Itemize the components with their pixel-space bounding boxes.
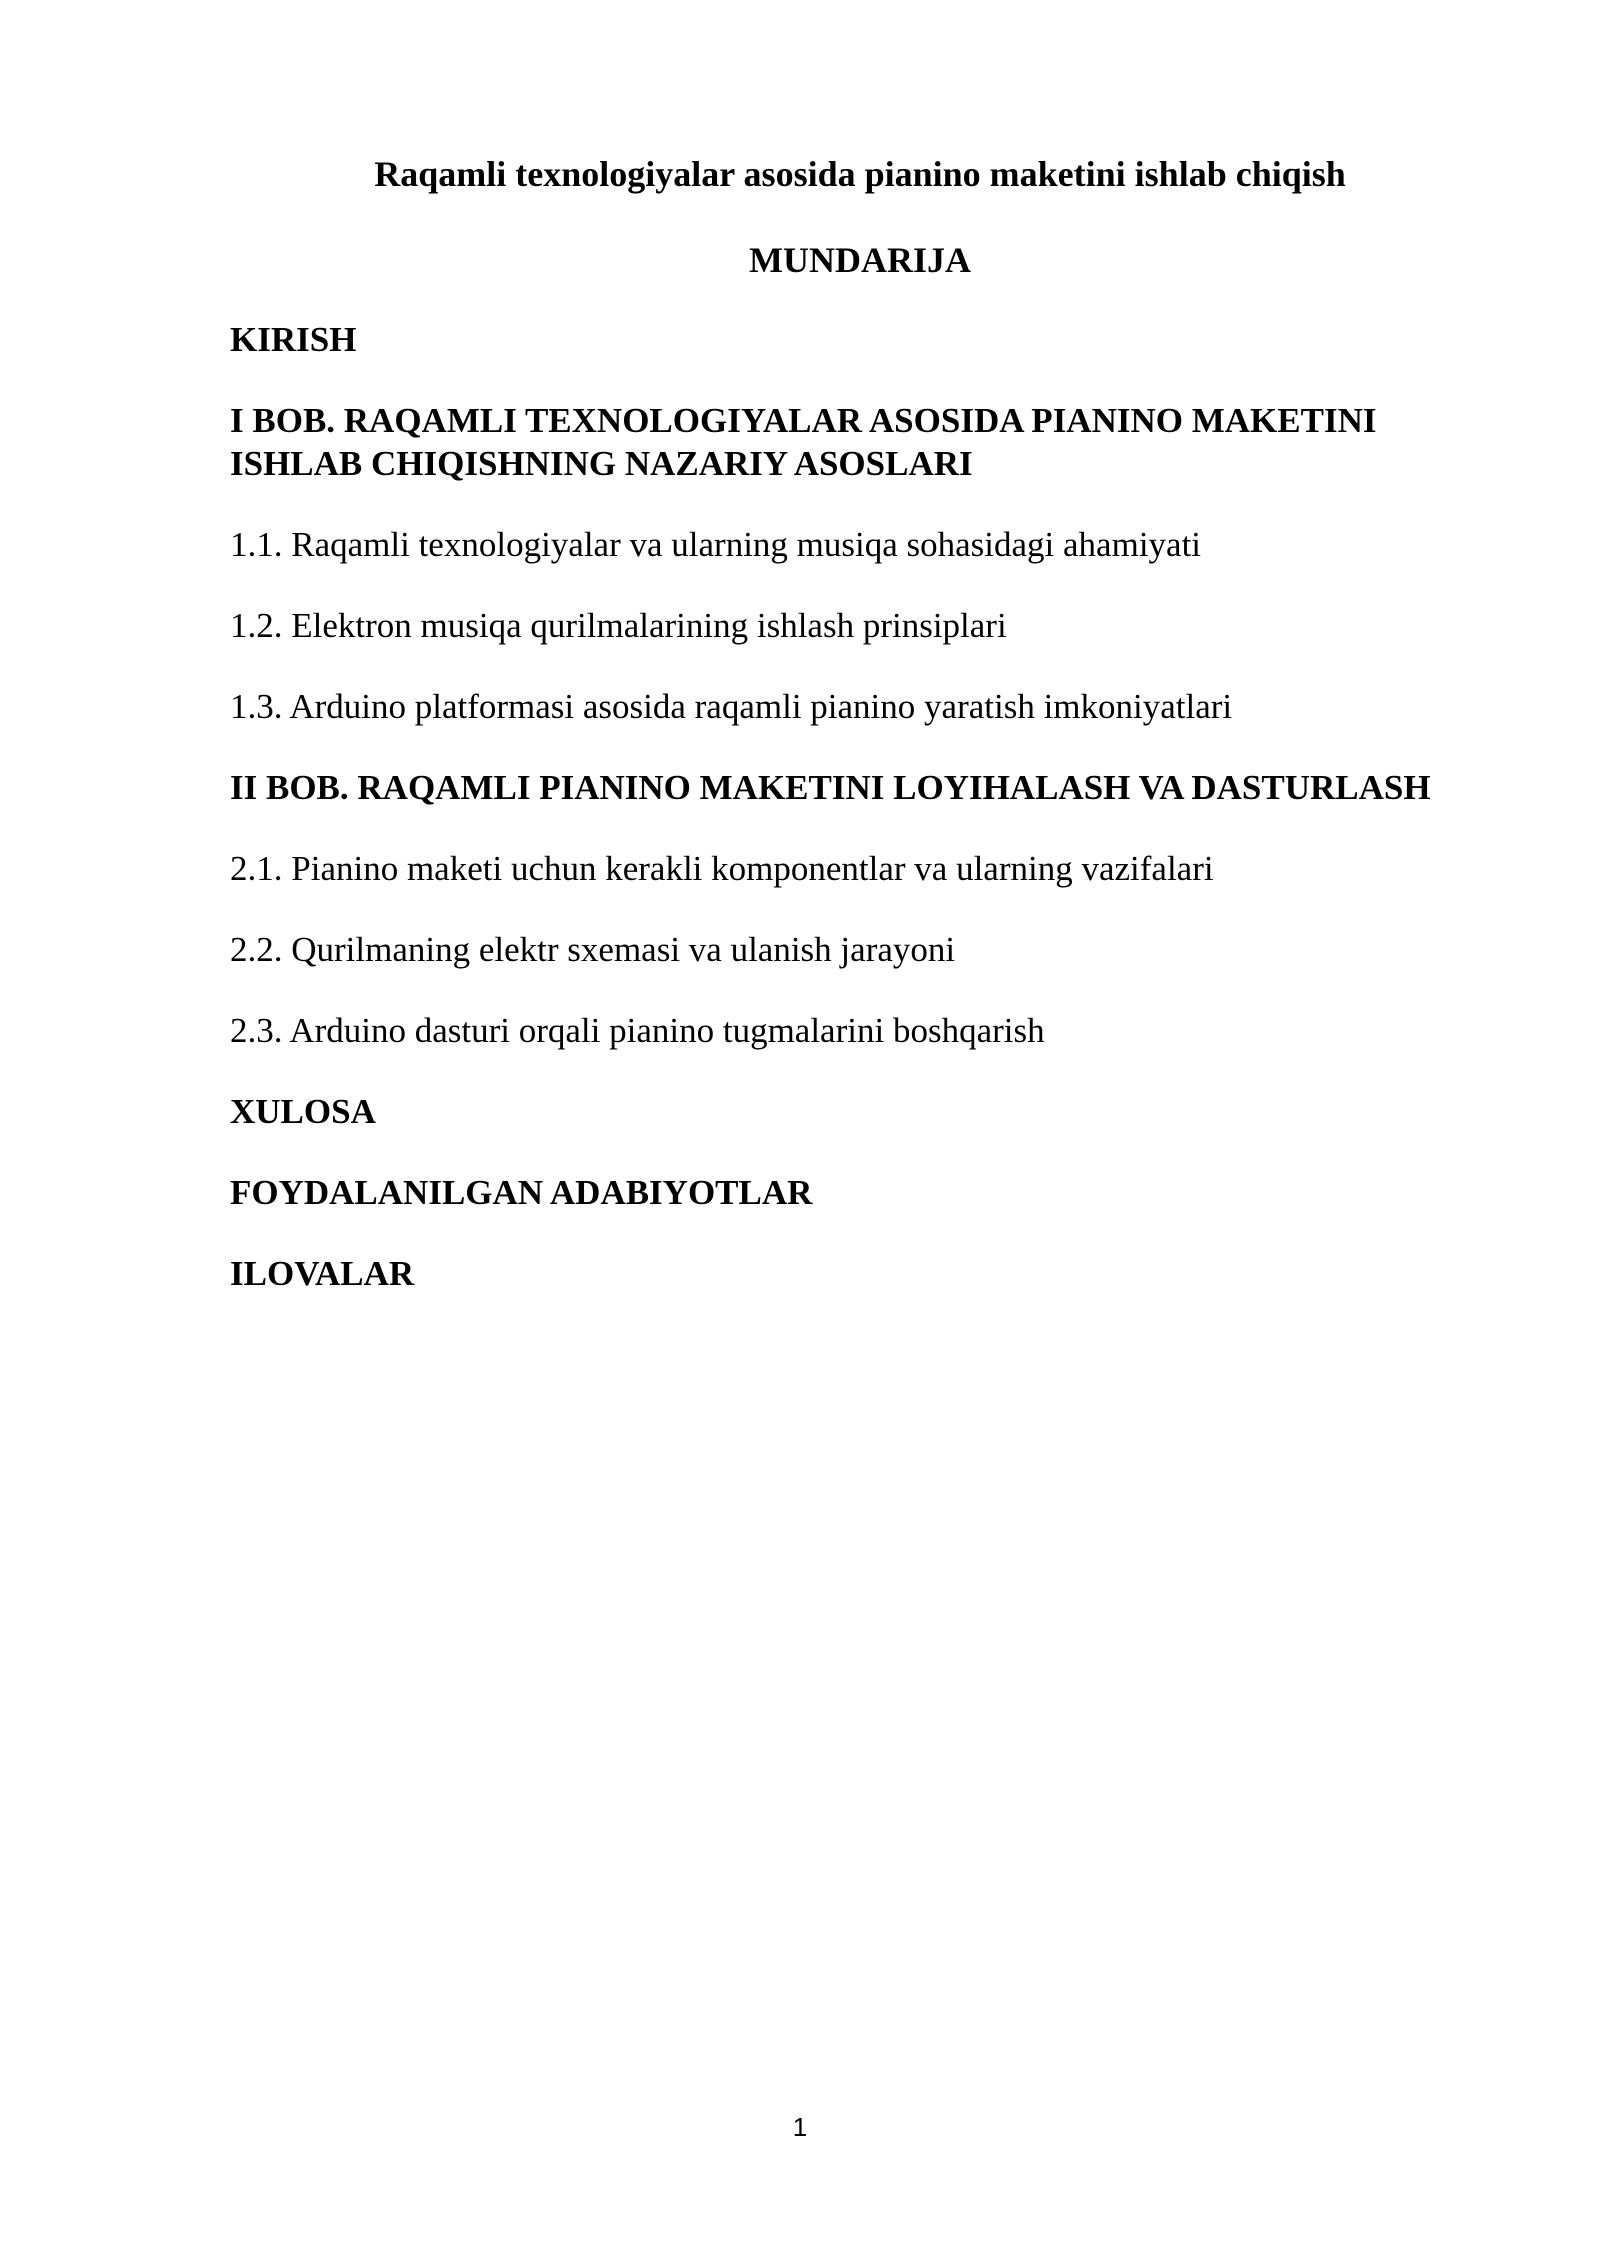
toc-entry-xulosa: XULOSA	[230, 1092, 376, 1131]
toc-entry-adabiyotlar: FOYDALANILGAN ADABIYOTLAR	[230, 1173, 813, 1212]
toc-entry-section-2-2: 2.2. Qurilmaning elektr sxemasi va ulanish jarayoni	[230, 930, 956, 969]
toc-entry-section-2-1: 2.1. Pianino maketi uchun kerakli komponentlar va ularning vazifalari	[230, 849, 1214, 888]
toc-entry-chapter-2: II BOB. RAQAMLI PIANINO MAKETINI LOYIHALASH VA DASTURLASH	[230, 768, 1431, 807]
toc-entry-section-1-1: 1.1. Raqamli texnologiyalar va ularning musiqa sohasidagi ahamiyati	[230, 525, 1202, 564]
toc-entry-kirish: KIRISH	[230, 320, 357, 359]
page-number: 1	[792, 2112, 808, 2142]
document-title: Raqamli texnologiyalar asosida pianino maketini ishlab chiqish	[374, 154, 1346, 194]
toc-heading: MUNDARIJA	[749, 240, 971, 280]
toc-entry-section-1-2: 1.2. Elektron musiqa qurilmalarining ishlash prinsiplari	[230, 606, 1007, 645]
toc-entry-section-1-3: 1.3. Arduino platformasi asosida raqamli pianino yaratish imkoniyatlari	[230, 687, 1233, 726]
toc-entry-chapter-1: I BOB. RAQAMLI TEXNOLOGIYALAR ASOSIDA PIANINO MAKETINI ISHLAB CHIQISHNING NAZARIY ASOSLARI	[230, 401, 1377, 483]
toc-entry-section-2-3: 2.3. Arduino dasturi orqali pianino tugmalarini boshqarish	[230, 1011, 1045, 1050]
toc-entry-ilovalar: ILOVALAR	[230, 1254, 415, 1293]
table-of-contents	[230, 318, 1490, 1333]
